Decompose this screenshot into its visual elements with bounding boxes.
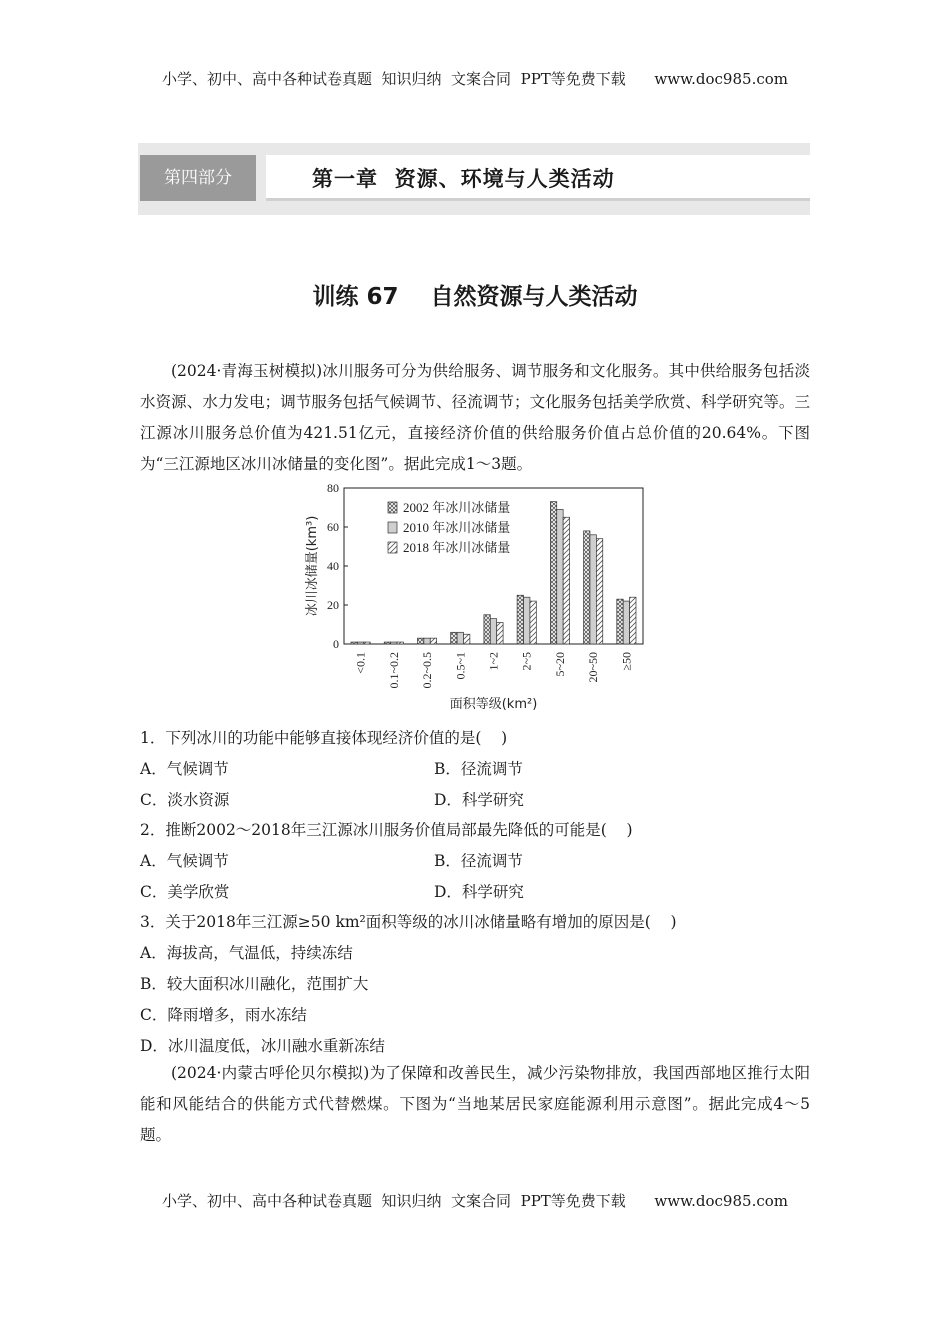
q3-option-d: D．冰川温度低，冰川融水重新冻结 xyxy=(140,1037,385,1055)
chapter-banner xyxy=(138,143,810,215)
bar-2002 xyxy=(484,615,490,644)
glacier-chart xyxy=(300,478,660,714)
bar-2002 xyxy=(584,531,590,644)
q1-option-d: D．科学研究 xyxy=(434,791,524,809)
x-tick-label: <0.1 xyxy=(353,652,368,674)
bar-2002 xyxy=(550,502,556,644)
bar-2010 xyxy=(391,642,397,644)
q3-option-c: C．降雨增多，雨水冻结 xyxy=(140,1006,307,1024)
bar-2010 xyxy=(524,597,530,644)
x-tick-label: 2~5 xyxy=(519,652,534,671)
question-1: 1．下列冰川的功能中能够直接体现经济价值的是( ) xyxy=(140,729,508,747)
x-tick-label: ≥50 xyxy=(619,652,634,671)
x-axis-label: 面积等级(km²) xyxy=(449,697,538,712)
y-axis-label: 冰川冰储量(km³) xyxy=(305,515,320,617)
bar-2018 xyxy=(463,634,469,644)
q2-option-d: D．科学研究 xyxy=(434,883,524,901)
bar-2002 xyxy=(517,595,523,644)
page-title: 训练 67 自然资源与人类活动 xyxy=(312,284,638,310)
x-tick-label: 0.1~0.2 xyxy=(386,652,401,689)
q2-option-b: B．径流调节 xyxy=(434,852,523,870)
intro-paragraph-1: (2024·青海玉树模拟)冰川服务可分为供给服务、调节服务和文化服务。其中供给服务包括淡水资源、水力发电；调节服务包括气候调节、径流调节；文化服务包括美学欣赏、科学研究等。三江源冰川服务总价值为421.51亿元，直接经济价值的供给服务价值占总价值的20.64%。下图为“三江源地区冰川冰储量的变化图”。据此完成1～3题。 xyxy=(140,362,810,473)
footer-site-line: 小学、初中、高中各种试卷真题 知识归纳 文案合同 PPT等免费下载 www.doc985.com xyxy=(161,1192,788,1210)
x-tick-label: 0.2~0.5 xyxy=(420,652,435,689)
legend-swatch xyxy=(388,502,397,513)
question-3: 3．关于2018年三江源≥50 km²面积等级的冰川冰储量略有增加的原因是( ) xyxy=(140,913,677,931)
y-tick-label: 0 xyxy=(333,637,339,651)
part-label: 第四部分 xyxy=(140,155,256,201)
q2-option-c: C．美学欣赏 xyxy=(140,883,230,901)
q1-option-a: A．气候调节 xyxy=(140,760,229,778)
bar-2002 xyxy=(617,599,623,644)
legend-label: 2010 年冰川冰储量 xyxy=(403,520,511,535)
x-tick-label: 1~2 xyxy=(486,652,501,671)
y-tick-label: 40 xyxy=(327,559,339,573)
bar-2018 xyxy=(563,517,569,644)
chapter-title: 第一章 资源、环境与人类活动 xyxy=(312,167,615,191)
bar-2018 xyxy=(397,642,403,644)
q3-option-a: A．海拔高，气温低，持续冻结 xyxy=(140,944,353,962)
intro-paragraph-2: (2024·内蒙古呼伦贝尔模拟)为了保障和改善民生，减少污染物排放，我国西部地区推行太阳能和风能结合的供能方式代替燃煤。下图为“当地某居民家庭能源利用示意图”。据此完成4～5题。 xyxy=(140,1064,810,1144)
legend-swatch xyxy=(388,542,397,553)
bar-2010 xyxy=(457,632,463,644)
bar-2010 xyxy=(623,601,629,644)
y-tick-label: 20 xyxy=(327,598,339,612)
bar-2002 xyxy=(384,642,390,644)
bar-2018 xyxy=(630,597,636,644)
y-tick-label: 60 xyxy=(327,520,339,534)
bar-2010 xyxy=(490,619,496,644)
bar-2018 xyxy=(497,623,503,644)
q2-option-a: A．气候调节 xyxy=(140,852,229,870)
q3-option-b: B．较大面积冰川融化，范围扩大 xyxy=(140,975,369,993)
legend-label: 2018 年冰川冰储量 xyxy=(403,540,511,555)
bar-2018 xyxy=(430,638,436,644)
x-tick-label: 0.5~1 xyxy=(453,652,468,680)
bar-2010 xyxy=(590,535,596,644)
chapter-box xyxy=(266,155,810,201)
bar-2018 xyxy=(596,539,602,644)
question-2: 2．推断2002～2018年三江源冰川服务价值局部最先降低的可能是( ) xyxy=(140,821,633,839)
x-tick-label: 5~20 xyxy=(552,652,567,677)
bar-2002 xyxy=(351,642,357,644)
q1-option-b: B．径流调节 xyxy=(434,760,523,778)
bar-2010 xyxy=(357,642,363,644)
header-site-line: 小学、初中、高中各种试卷真题 知识归纳 文案合同 PPT等免费下载 www.doc985.com xyxy=(161,70,788,88)
x-tick-label: 20~50 xyxy=(586,652,601,683)
q1-option-c: C．淡水资源 xyxy=(140,791,230,809)
bar-2002 xyxy=(417,638,423,644)
bar-2018 xyxy=(530,601,536,644)
bar-2010 xyxy=(424,638,430,644)
legend-label: 2002 年冰川冰储量 xyxy=(403,500,511,515)
y-tick-label: 80 xyxy=(327,481,339,495)
bar-2010 xyxy=(557,509,563,644)
bar-2018 xyxy=(364,642,370,644)
legend-swatch xyxy=(388,522,397,533)
bar-2002 xyxy=(451,632,457,644)
